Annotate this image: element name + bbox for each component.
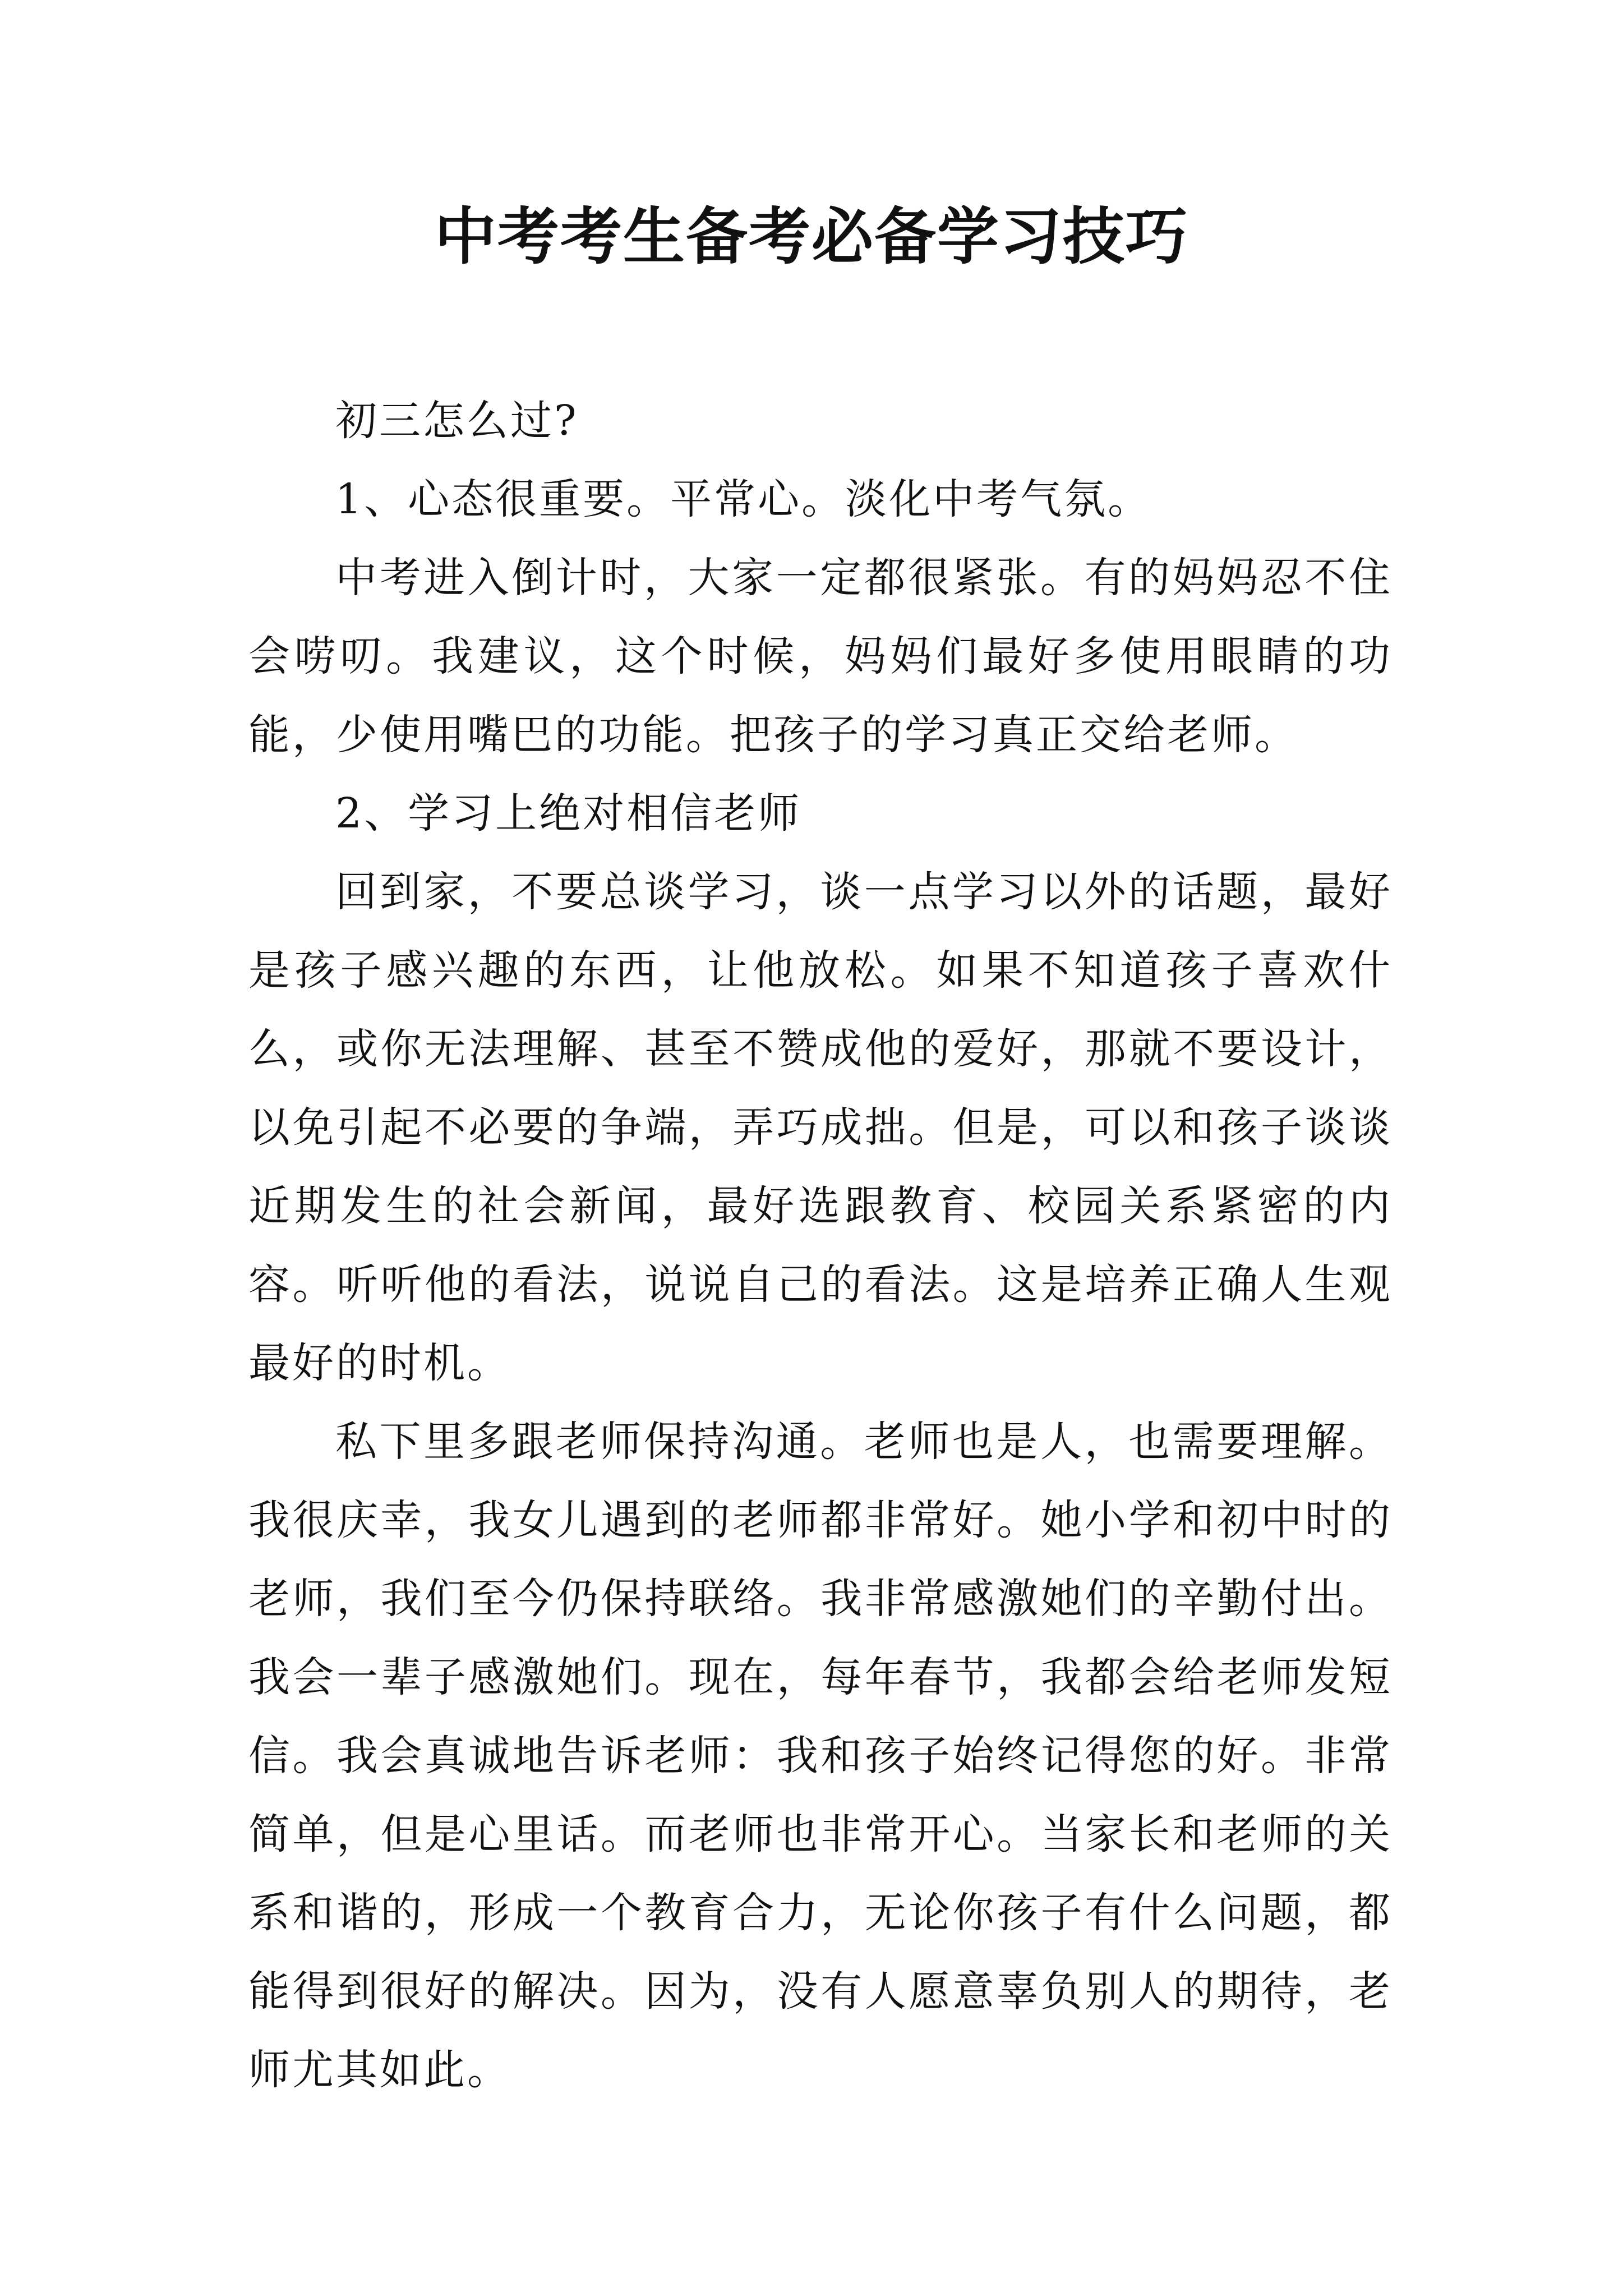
paragraph-point-1-heading: 1、心态很重要。平常心。淡化中考气氛。 <box>335 475 1152 523</box>
paragraph-point-1-body: 中考进入倒计时，大家一定都很紧张。有的妈妈忍不住会唠叨。我建议，这个时候，妈妈们最好多使用眼睛的功能，少使用嘴巴的功能。把孩子的学习真正交给老师。 <box>248 554 1393 759</box>
paragraph-teacher-communication: 私下里多跟老师保持沟通。老师也是人，也需要理解。我很庆幸，我女儿遇到的老师都非常好。她小学和初中时的老师，我们至今仍保持联络。我非常感激她们的辛勤付出。我会一辈子感激她们。现在，每年春节，我都会给老师发短信。我会真诚地告诉老师：我和孩子始终记得您的好。非常简单，但是心里话。而老师也非常开心。当家长和老师的关系和谐的，形成一个教育合力，无论你孩子有什么问题，都能得到很好的解决。因为，没有人愿意辜负别人的期待，老师尤其如此。 <box>248 1418 1393 2094</box>
paragraph-point-2-heading: 2、学习上绝对相信老师 <box>335 789 802 838</box>
paragraph-point-2-body: 回到家，不要总谈学习，谈一点学习以外的话题，最好是孩子感兴趣的东西，让他放松。如果不知道孩子喜欢什么，或你无法理解、甚至不赞成他的爱好，那就不要设计，以免引起不必要的争端，弄巧成拙。但是，可以和孩子谈谈近期发生的社会新闻，最好选跟教育、校园关系紧密的内容。听听他的看法，说说自己的看法。这是培养正确人生观最好的时机。 <box>248 868 1393 1387</box>
document-body <box>248 381 1393 2109</box>
paragraph-question: 初三怎么过? <box>335 397 579 445</box>
document-title: 中考考生备考必备学习技巧 <box>435 200 1188 273</box>
